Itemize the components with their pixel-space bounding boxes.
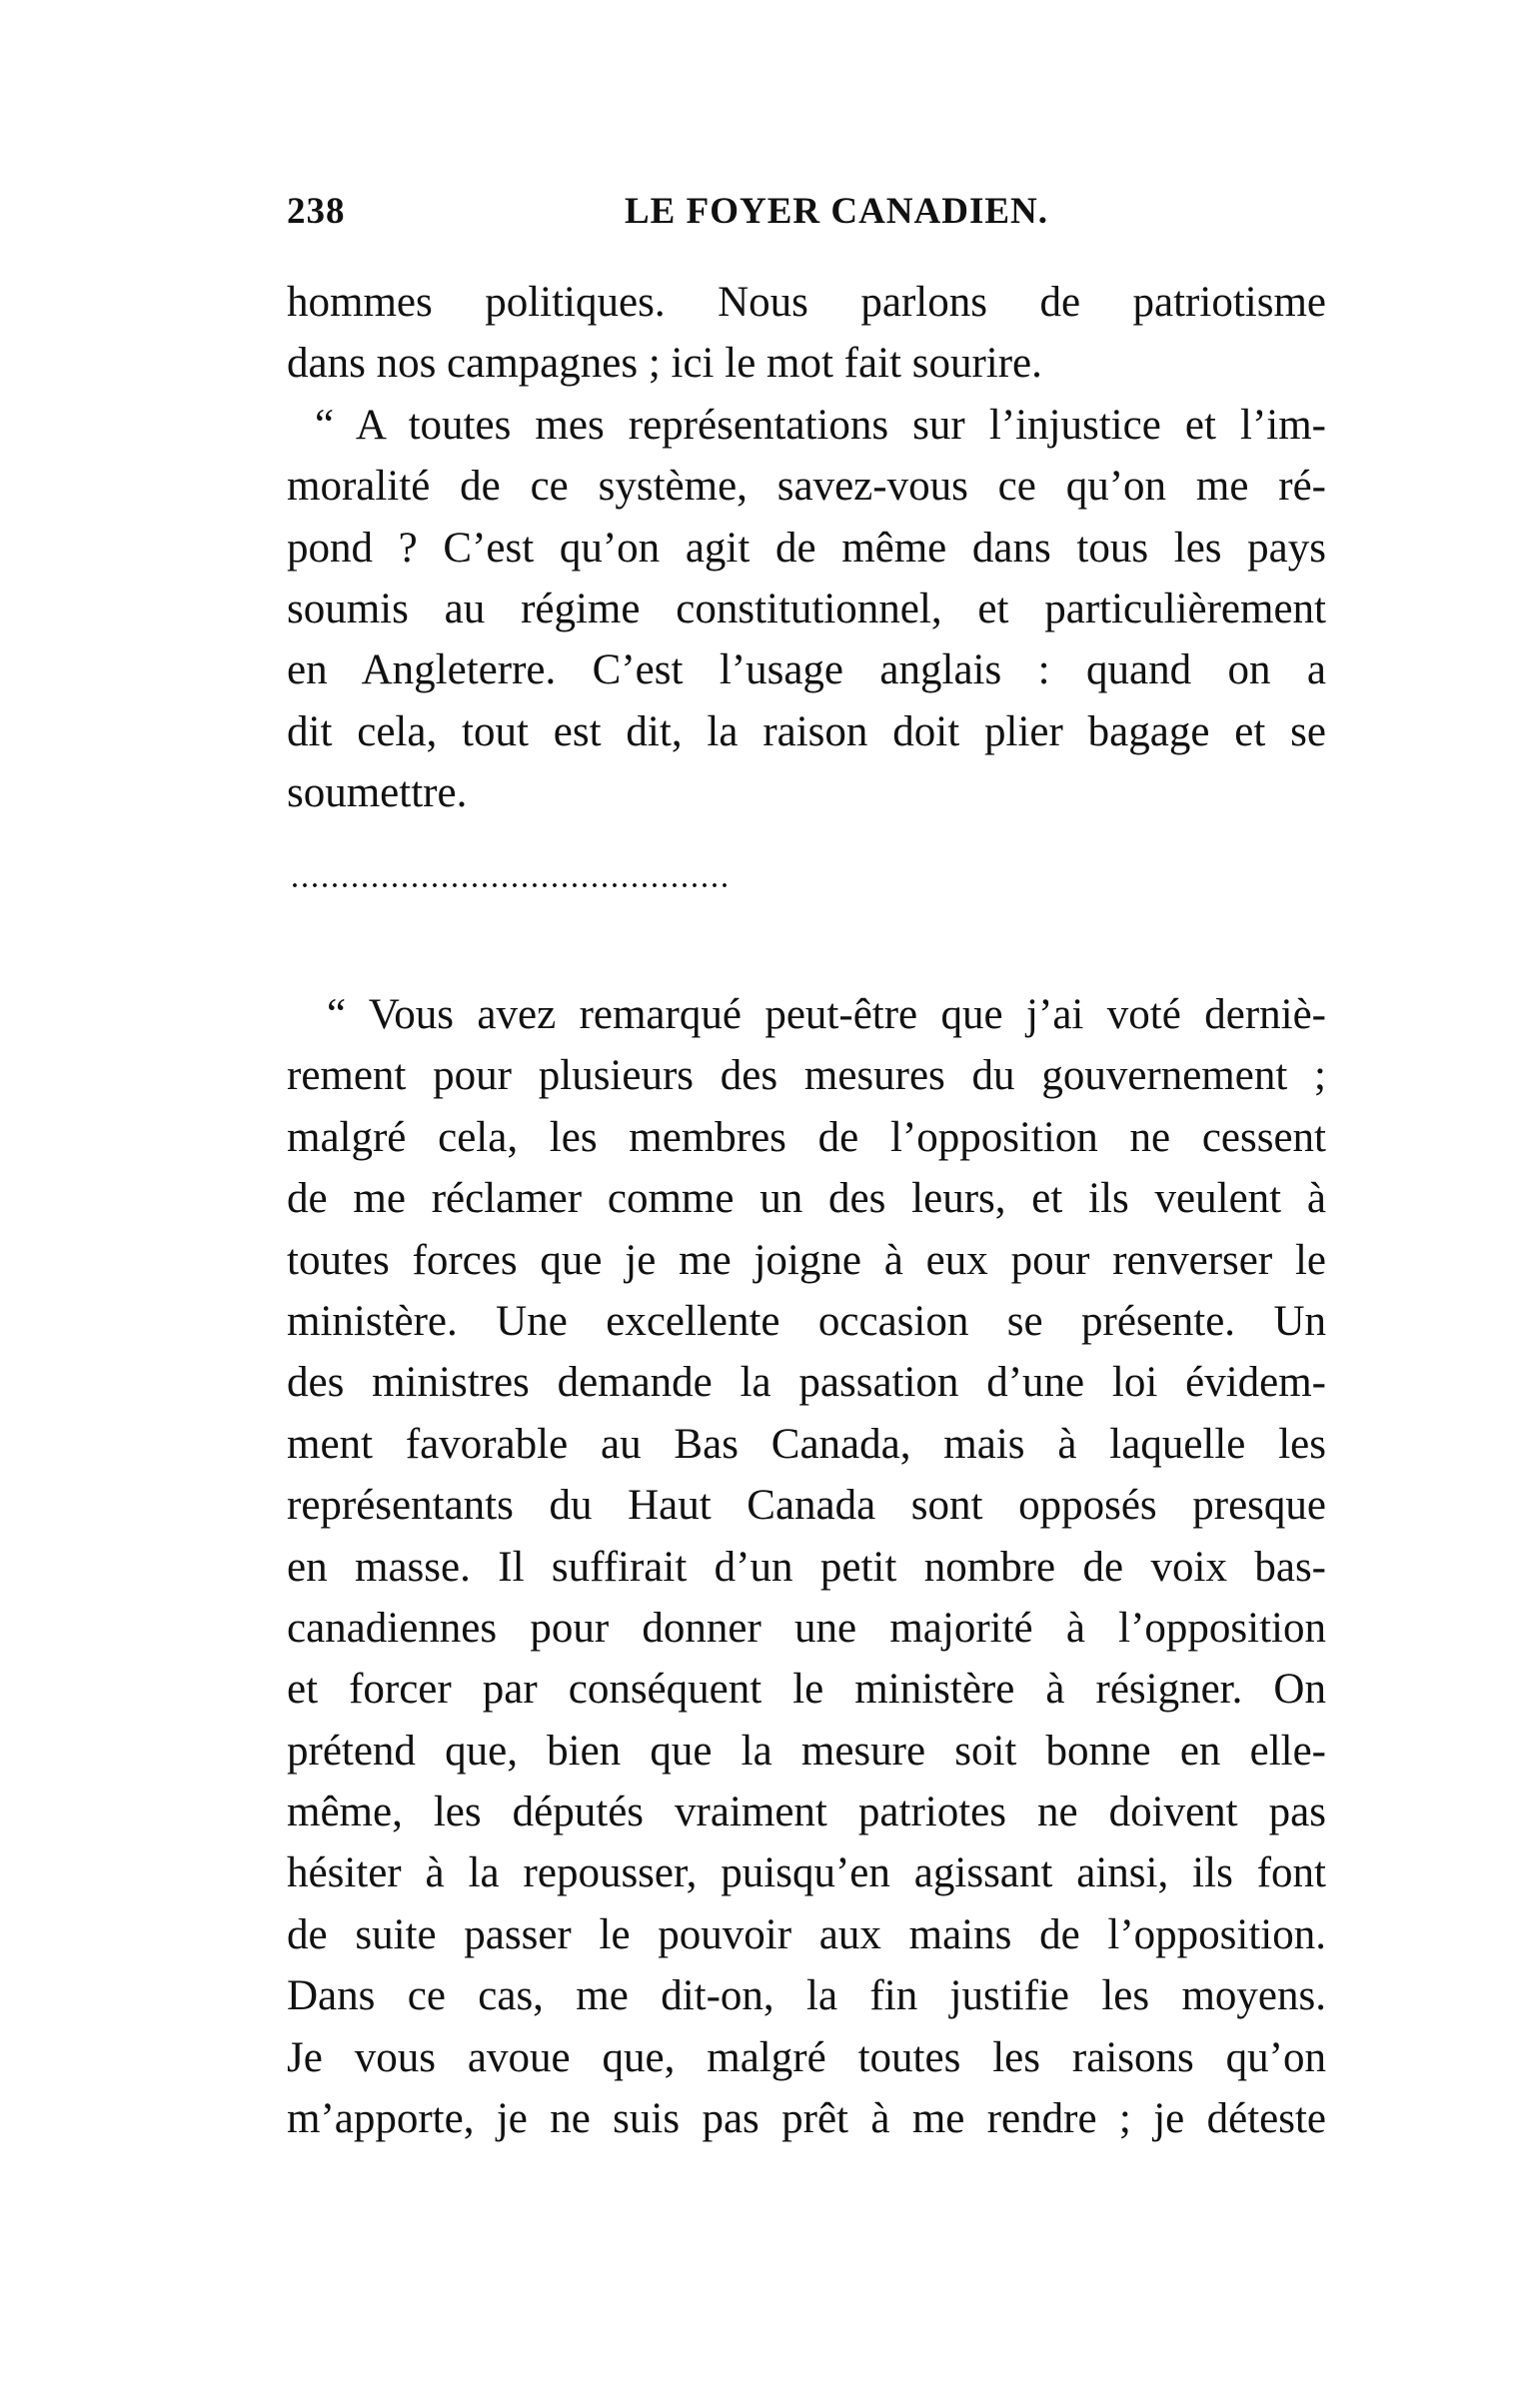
text-line: soumettre.	[287, 769, 468, 817]
text-line: hésiter à la repousser, puisqu’en agissant ainsi, ils font	[287, 1849, 1326, 1897]
text-line: pond ? C’est qu’on agit de même dans tous les pays	[287, 524, 1326, 572]
text-line: hommes politiques. Nous parlons de patriotisme	[287, 279, 1326, 326]
text-line: moralité de ce système, savez-vous ce qu’on me ré-	[287, 463, 1326, 511]
text-line: et forcer par conséquent le ministère à résigner. On	[287, 1666, 1326, 1714]
text-line: ment favorable au Bas Canada, mais à laquelle les	[287, 1420, 1326, 1468]
text-line: dans nos campagnes ; ici le mot fait sourire.	[287, 340, 1042, 388]
text-line: canadiennes pour donner une majorité à l’opposition	[287, 1604, 1326, 1652]
text-line: représentants du Haut Canada sont opposés presque	[287, 1482, 1326, 1530]
text-line: de me réclamer comme un des leurs, et ils veulent à	[287, 1175, 1326, 1223]
running-title: LE FOYER CANADIEN.	[625, 191, 1049, 232]
text-line: m’apporte, je ne suis pas prêt à me rendre ; je déteste	[287, 2095, 1326, 2143]
text-line: en Angleterre. C’est l’usage anglais : quand on a	[287, 646, 1326, 694]
text-line: en masse. Il suffirait d’un petit nombre de voix bas-	[287, 1543, 1326, 1591]
text-line: toutes forces que je me joigne à eux pour renverser le	[287, 1236, 1326, 1284]
text-line: Je vous avoue que, malgré toutes les raisons qu’on	[287, 2033, 1326, 2081]
text-line: “ Vous avez remarqué peut-être que j’ai voté derniè-	[327, 991, 1326, 1038]
text-line: dit cela, tout est dit, la raison doit plier bagage et se	[287, 707, 1326, 755]
text-line: Dans ce cas, me dit-on, la fin justifie les moyens.	[287, 1972, 1326, 2020]
text-line: rement pour plusieurs des mesures du gouvernement ;	[287, 1052, 1326, 1100]
paragraph-block-2	[287, 984, 1326, 2149]
paragraph-block-1	[287, 272, 1326, 824]
page-number: 238	[287, 191, 346, 232]
text-line: prétend que, bien que la mesure soit bonne en elle-	[287, 1727, 1326, 1775]
text-line: même, les députés vraiment patriotes ne doivent pas	[287, 1789, 1326, 1836]
text-line: des ministres demande la passation d’une loi évidem-	[287, 1359, 1326, 1407]
text-line: malgré cela, les membres de l’opposition ne cessent	[287, 1113, 1326, 1161]
text-line: soumis au régime constitutionnel, et particulièrement	[287, 585, 1326, 632]
running-head	[287, 190, 1304, 250]
text-line: ministère. Une excellente occasion se présente. Un	[287, 1297, 1326, 1345]
text-line: “ A toutes mes représentations sur l’injustice et l’im-	[315, 401, 1326, 449]
text-line: de suite passer le pouvoir aux mains de l’opposition.	[287, 1910, 1326, 1958]
dotted-separator: ............................................	[292, 867, 732, 893]
